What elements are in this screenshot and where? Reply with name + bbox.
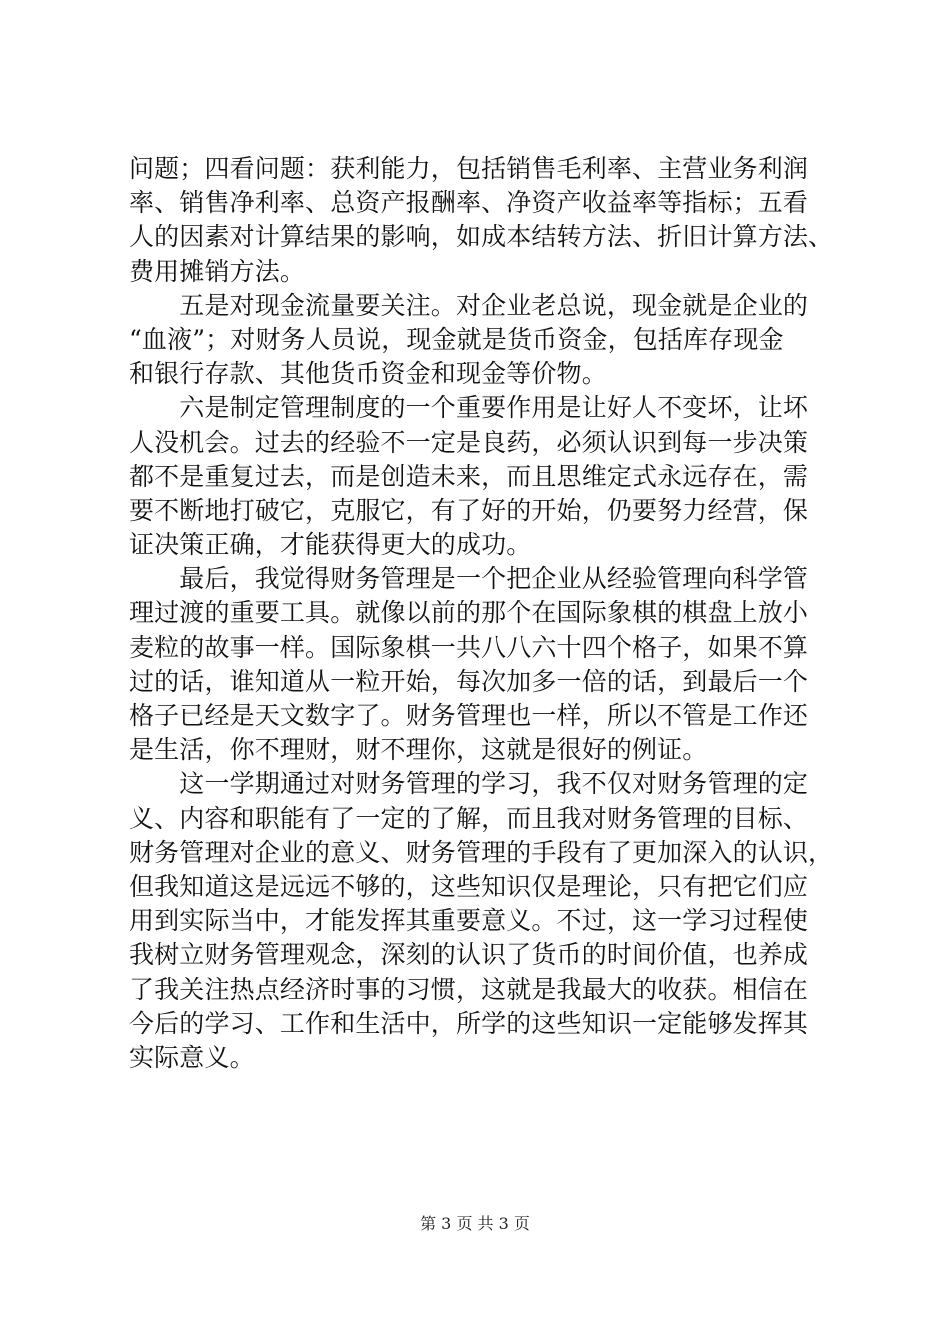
text-line: 但我知道这是远远不够的，这些知识仅是理论，只有把它们应 xyxy=(129,871,809,901)
text-line: 财务管理对企业的意义、财务管理的手段有了更加深入的认识， xyxy=(129,837,834,867)
text-line: 和银行存款、其他货币资金和现金等价物。 xyxy=(129,359,607,389)
text-line: 今后的学习、工作和生活中，所学的这些知识一定能够发挥其 xyxy=(129,1008,809,1038)
text-line: 这一学期通过对财务管理的学习，我不仅对财务管理的定 xyxy=(129,769,809,799)
text-line: 费用摊销方法。 xyxy=(129,256,306,286)
text-line: 用到实际当中，才能发挥其重要意义。不过，这一学习过程使 xyxy=(129,906,809,936)
text-line: 理过渡的重要工具。就像以前的那个在国际象棋的棋盘上放小 xyxy=(129,598,809,628)
document-body xyxy=(129,152,833,1075)
text-line: 麦粒的故事一样。国际象棋一共八八六十四个格子，如果不算 xyxy=(129,632,809,662)
text-line: 我树立财务管理观念，深刻的认识了货币的时间价值，也养成 xyxy=(129,940,809,970)
text-line: 六是制定管理制度的一个重要作用是让好人不变坏，让坏 xyxy=(129,393,809,423)
text-line: 问题；四看问题：获利能力，包括销售毛利率、主营业务利润 xyxy=(129,154,809,183)
text-line: 实际意义。 xyxy=(129,1042,255,1072)
page-number-footer: 第 3 页 共 3 页 xyxy=(420,1214,530,1233)
text-line: 都不是重复过去，而是创造未来，而且思维定式永远存在，需 xyxy=(129,461,809,491)
text-line: 格子已经是天文数字了。财务管理也一样，所以不管是工作还 xyxy=(129,701,809,730)
text-line: 率、销售净利率、总资产报酬率、净资产收益率等指标；五看 xyxy=(129,188,809,218)
text-line: 人的因素对计算结果的影响，如成本结转方法、折旧计算方法、 xyxy=(129,222,834,252)
text-line: 要不断地打破它，克服它，有了好的开始，仍要努力经营，保 xyxy=(129,495,809,525)
text-line: 五是对现金流量要关注。对企业老总说，现金就是企业的 xyxy=(129,290,809,320)
text-line: 是生活，你不理财，财不理你，这就是很好的例证。 xyxy=(129,735,708,765)
text-line: 证决策正确，才能获得更大的成功。 xyxy=(129,530,532,560)
text-line: 人没机会。过去的经验不一定是良药，必须认识到每一步决策 xyxy=(129,427,809,457)
text-line: 了我关注热点经济时事的习惯，这就是我最大的收获。相信在 xyxy=(129,974,809,1004)
text-line: 最后，我觉得财务管理是一个把企业从经验管理向科学管 xyxy=(129,564,809,594)
text-line: “血液”；对财务人员说，现金就是货币资金，包括库存现金 xyxy=(129,324,784,354)
text-line: 义、内容和职能有了一定的了解，而且我对财务管理的目标、 xyxy=(129,803,809,833)
text-line: 过的话，谁知道从一粒开始，每次加多一倍的话，到最后一个 xyxy=(129,666,809,696)
